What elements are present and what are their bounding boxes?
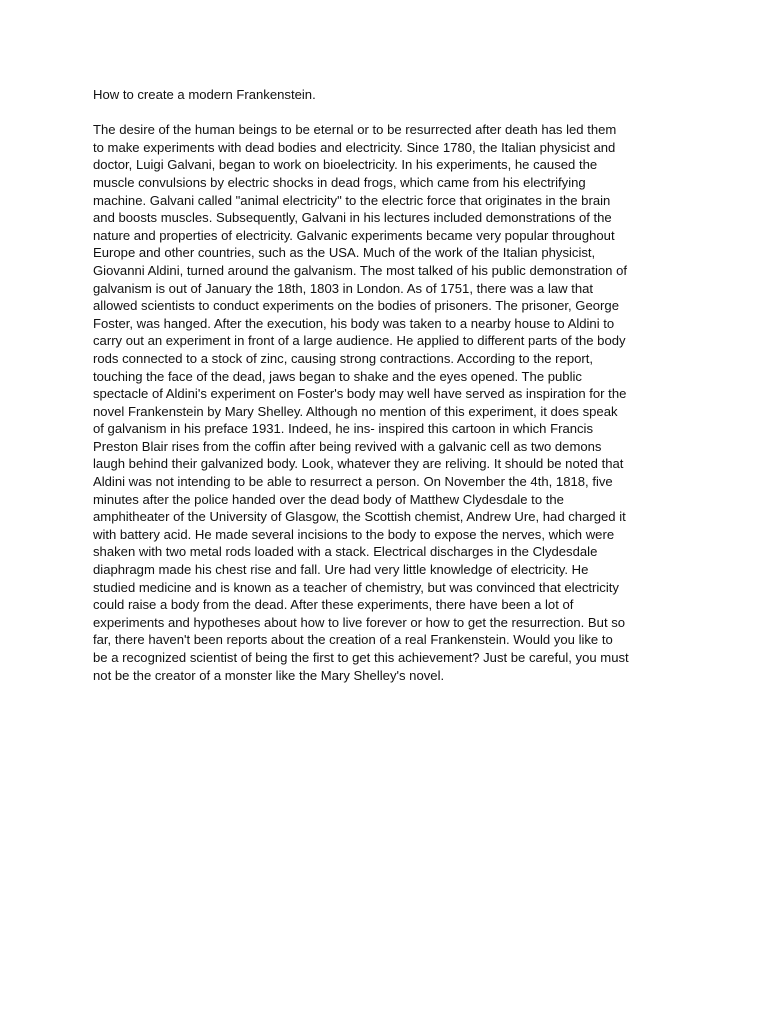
paragraph-line: Aldini was not intending to be able to resurrect a person. On November the 4th, 1818, five <box>93 474 613 490</box>
paragraph-line: rods connected to a stock of zinc, causing strong contractions. According to the report, <box>93 350 594 366</box>
paragraph-line: Preston Blair rises from the coffin after being revived with a galvanic cell as two demons <box>93 438 602 454</box>
paragraph-line: doctor, Luigi Galvani, began to work on bioelectricity. In his experiments, he caused the <box>93 157 598 173</box>
paragraph-line: galvanism is out of January the 18th, 1803 in London. As of 1751, there was a law that <box>93 280 594 296</box>
paragraph-line: studied medicine and is known as a teacher of chemistry, but was convinced that electricity <box>93 579 619 595</box>
paragraph-line: machine. Galvani called "animal electricity" to the electric force that originates in the brain <box>93 192 611 208</box>
paragraph-line: carry out an experiment in front of a large audience. He applied to different parts of the body <box>93 333 626 349</box>
paragraph-line: nature and properties of electricity. Galvanic experiments became very popular throughout <box>93 227 615 243</box>
paragraph-line: amphitheater of the University of Glasgow, the Scottish chemist, Andrew Ure, had charged it <box>93 509 626 525</box>
paragraph-line: novel Frankenstein by Mary Shelley. Although no mention of this experiment, it does speak <box>93 403 618 419</box>
paragraph-line: spectacle of Aldini's experiment on Foster's body may well have served as inspiration for the <box>93 386 627 402</box>
document-body <box>93 86 675 684</box>
paragraph-line: muscle convulsions by electric shocks in dead frogs, which came from his electrifying <box>93 174 586 190</box>
paragraph-line: far, there haven't been reports about the creation of a real Frankenstein. Would you like to <box>93 632 613 648</box>
paragraph-line: could raise a body from the dead. After these experiments, there have been a lot of <box>93 597 574 613</box>
paragraph-line: Foster, was hanged. After the execution, his body was taken to a nearby house to Aldini to <box>93 315 615 331</box>
paragraph-line: of galvanism in his preface 1931. Indeed, he ins- inspired this cartoon in which Francis <box>93 421 594 437</box>
paragraph-line: and boosts muscles. Subsequently, Galvani in his lectures included demonstrations of the <box>93 210 612 226</box>
paragraph-line: Europe and other countries, such as the USA. Much of the work of the Italian physicist, <box>93 245 596 261</box>
paragraph-line: with battery acid. He made several incisions to the body to expose the nerves, which were <box>93 526 615 542</box>
paragraph-line: be a recognized scientist of being the first to get this achievement? Just be careful, you must <box>93 650 629 665</box>
paragraph-line: not be the creator of a monster like the Mary Shelley's novel. <box>93 667 445 683</box>
paragraph-line: minutes after the police handed over the dead body of Matthew Clydesdale to the <box>93 491 564 507</box>
paragraph-line: diaphragm made his chest rise and fall. Ure had very little knowledge of electricity. He <box>93 562 589 578</box>
paragraph-line: touching the face of the dead, jaws began to shake and the eyes opened. The public <box>93 368 582 384</box>
document-paragraph <box>93 121 675 684</box>
paragraph-line: experiments and hypotheses about how to live forever or how to get the resurrection. But so <box>93 614 626 630</box>
paragraph-line: allowed scientists to conduct experiments on the bodies of prisoners. The prisoner, George <box>93 298 619 314</box>
paragraph-line: Giovanni Aldini, turned around the galvanism. The most talked of his public demonstration of <box>93 262 627 278</box>
paragraph-line: shaken with two metal rods loaded with a stack. Electrical discharges in the Clydesdale <box>93 544 598 560</box>
paragraph-line: The desire of the human beings to be eternal or to be resurrected after death has led them <box>93 122 617 138</box>
paragraph-line: to make experiments with dead bodies and electricity. Since 1780, the Italian physicist and <box>93 139 616 155</box>
paragraph-line: laugh behind their galvanized body. Look, whatever they are reliving. It should be noted that <box>93 456 624 472</box>
document-title: How to create a modern Frankenstein. <box>93 87 316 102</box>
